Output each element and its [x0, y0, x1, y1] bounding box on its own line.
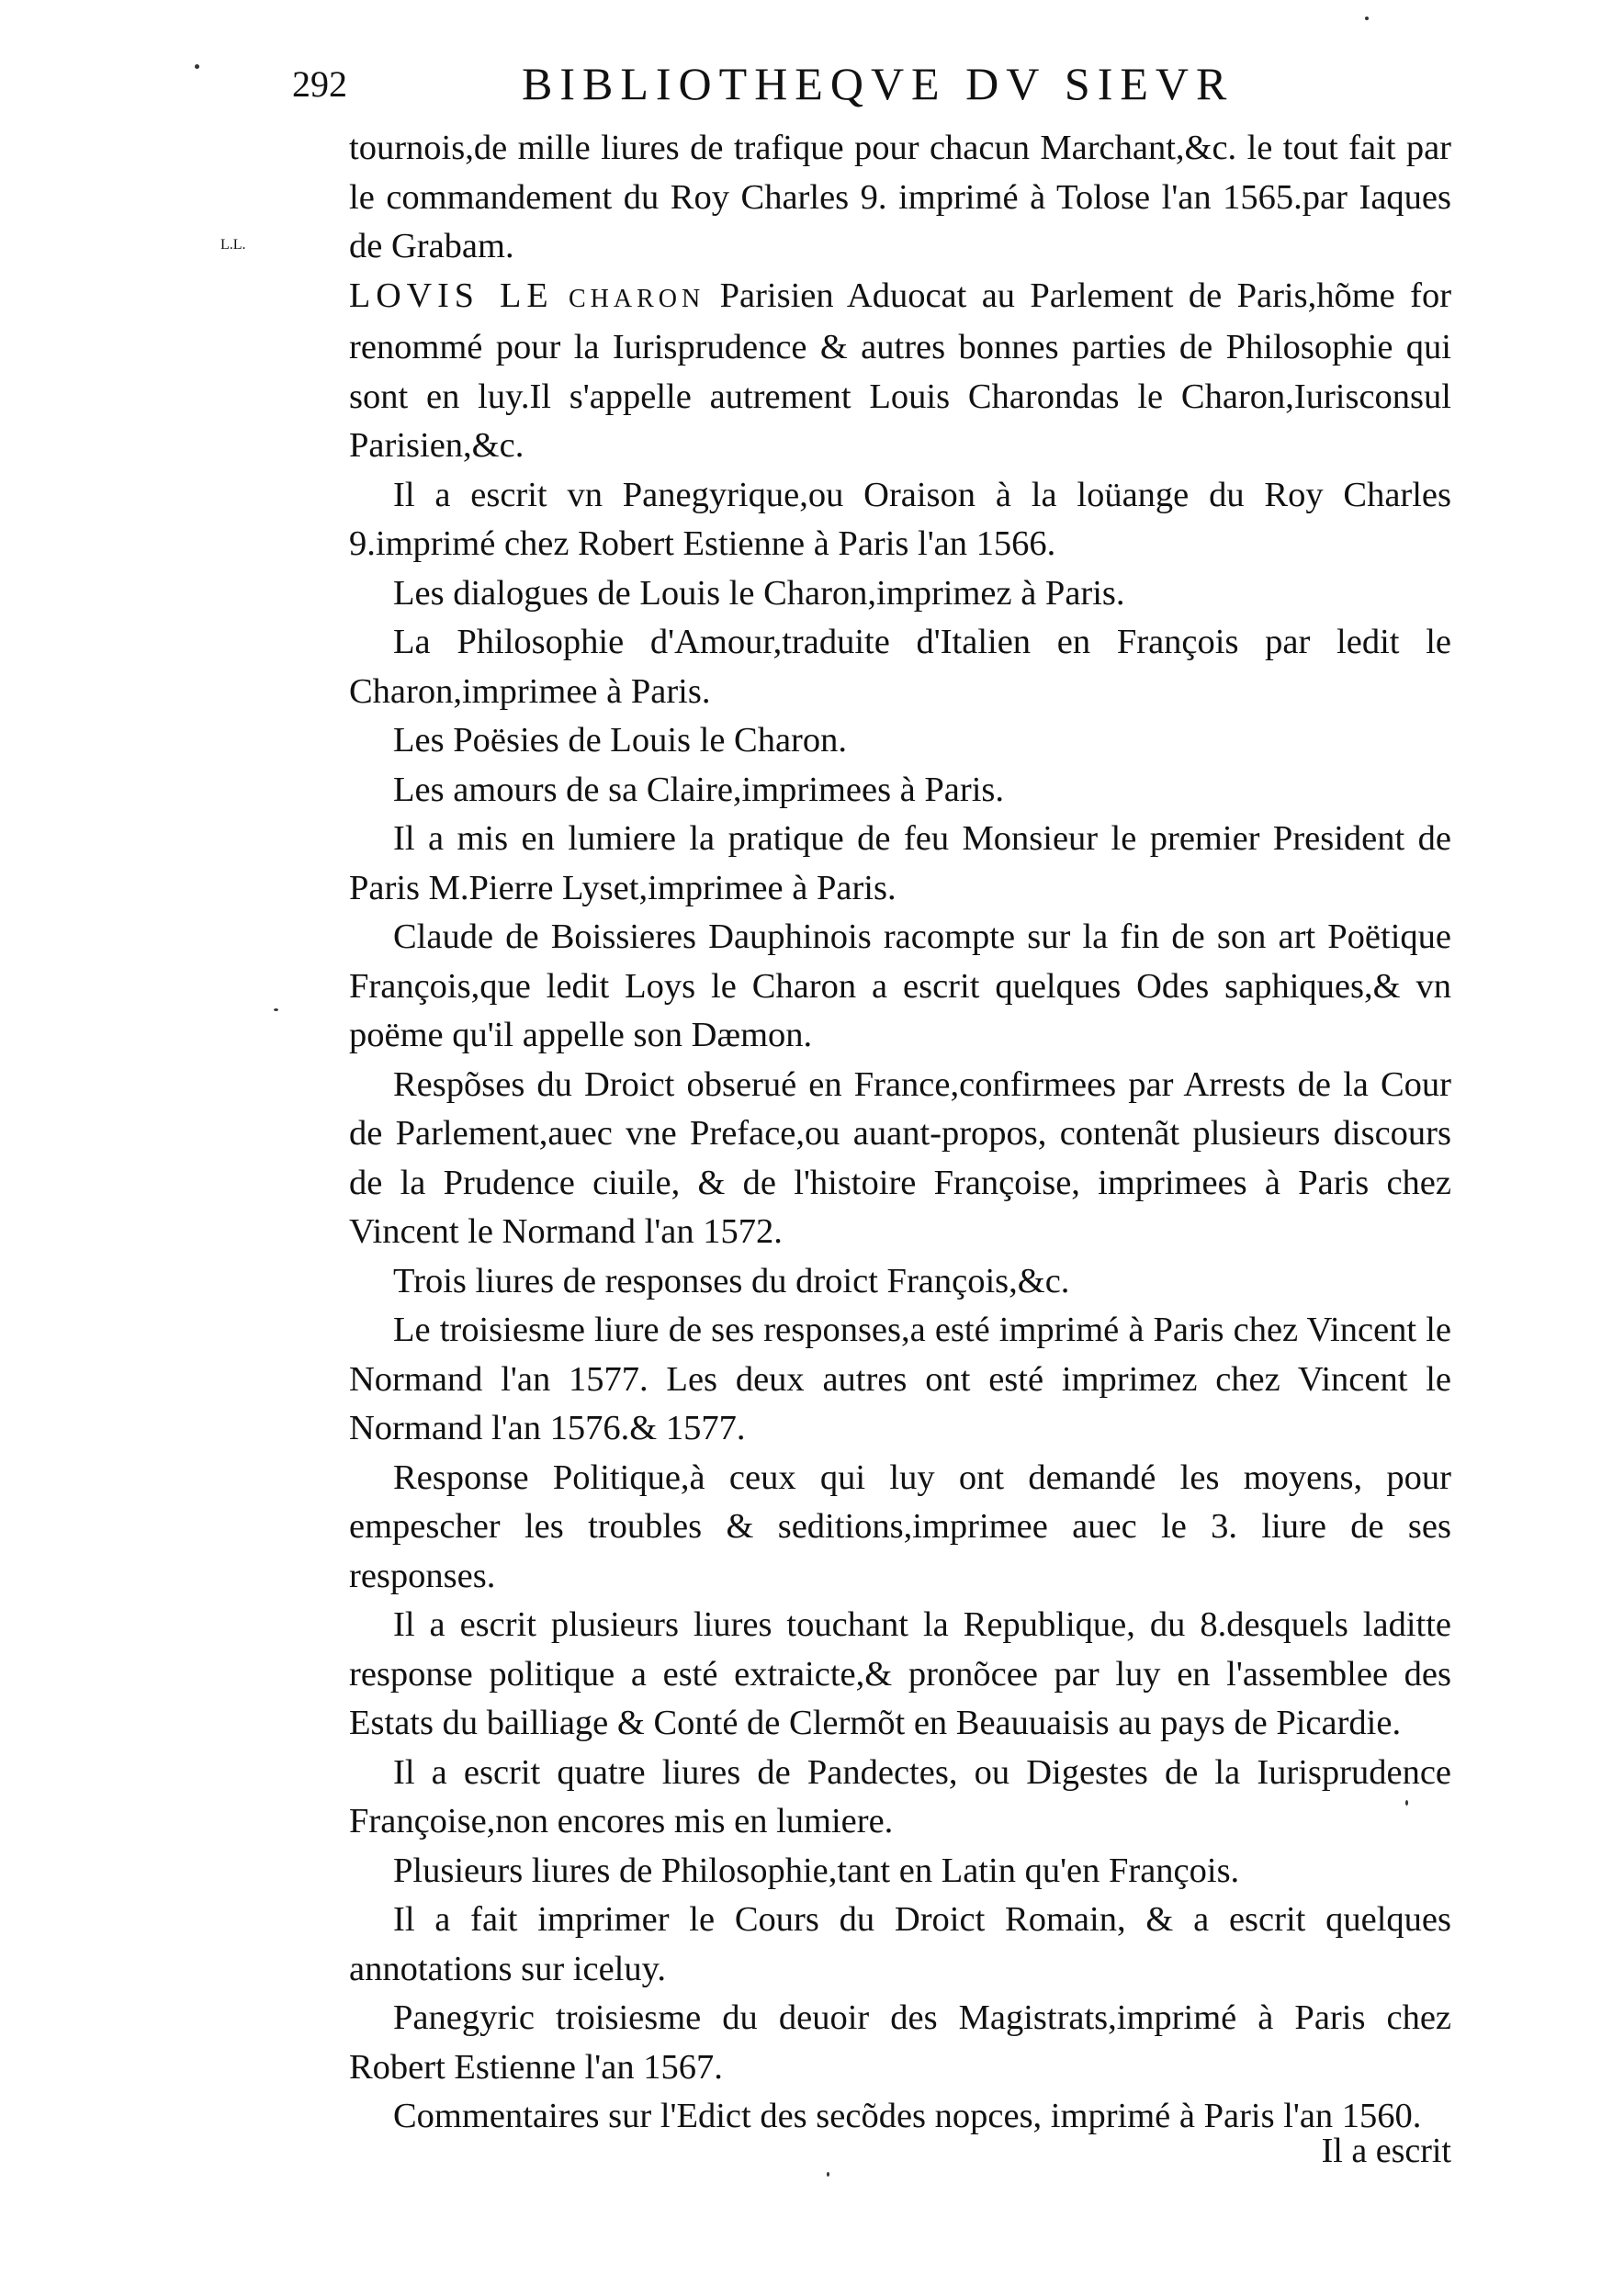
- ink-speck: [1405, 1800, 1408, 1806]
- paragraph: Panegyric troisiesme du deuoir des Magistrats,imprimé à Paris chez Robert Estienne l'an 1567.: [349, 1998, 1451, 2087]
- catchword: Il a escrit: [1321, 2132, 1451, 2170]
- paragraph: Commentaires sur l'Edict des secõdes nopces, imprimé à Paris l'an 1560.: [393, 2097, 1422, 2135]
- ink-speck: [195, 64, 199, 69]
- entry-heading-paragraph: [349, 272, 1451, 471]
- paragraph: Trois liures de responses du droict François,&c.: [393, 1261, 1070, 1300]
- author-name: LOVIS LE: [349, 276, 554, 315]
- ink-speck: [1365, 17, 1369, 20]
- paragraph: Respõses du Droict obserué en France,confirmees par Arrests de la Cour de Parlement,auec vne Preface,ou auant-propos, contenãt plusieurs discours de la Prudence ciuile, & de l'histoire Françoise, imprimees à Paris chez Vincent le Normand l'an 1572.: [349, 1064, 1451, 1251]
- paragraph: Les amours de sa Claire,imprimees à Paris.: [393, 770, 1005, 809]
- paragraph: Il a fait imprimer le Cours du Droict Romain, & a escrit quelques annotations sur iceluy.: [349, 1900, 1451, 1988]
- author-surname: CHARON: [568, 284, 705, 313]
- paragraph: Il a escrit vn Panegyrique,ou Oraison à la loüange du Roy Charles 9.imprimé chez Robert Estienne à Paris l'an 1566.: [349, 475, 1451, 563]
- page-number: 292: [292, 63, 347, 105]
- ink-speck: [827, 2172, 829, 2177]
- paragraph: Il a escrit quatre liures de Pandectes, ou Digestes de la Iurisprudence Françoise,non encores mis en lumiere.: [349, 1752, 1451, 1840]
- paragraph: La Philosophie d'Amour,traduite d'Italien en François par ledit le Charon,imprimee à Paris.: [349, 623, 1451, 711]
- paragraph: Claude de Boissieres Dauphinois racompte sur la fin de son art Poëtique François,que ledit Loys le Charon a escrit quelques Odes saphiques,& vn poëme qu'il appelle son Dæmon.: [349, 917, 1451, 1054]
- marginal-note: L.L.: [220, 237, 246, 253]
- paragraph: tournois,de mille liures de trafique pour chacun Marchant,&c. le tout fait par le commandement du Roy Charles 9. imprimé à Tolose l'an 1565.par Iaques de Grabam.: [349, 129, 1451, 265]
- paragraph: Les dialogues de Louis le Charon,imprimez à Paris.: [393, 573, 1125, 613]
- running-title: BIBLIOTHEQVE DV SIEVR: [522, 58, 1235, 109]
- paragraph: Response Politique,à ceux qui luy ont demandé les moyens, pour empescher les troubles & seditions,imprimee auec le 3. liure de ses responses.: [349, 1458, 1451, 1595]
- paragraph: Le troisiesme liure de ses responses,a esté imprimé à Paris chez Vincent le Normand l'an 1577. Les deux autres ont esté imprimez chez Vincent le Normand l'an 1576.& 1577.: [349, 1311, 1451, 1447]
- entry-text: Parisien Aduocat au Parlement de Paris,hõme for renommé pour la Iurisprudence & autres bonnes parties de Philosophie qui sont en luy.Il s'appelle autrement Louis Charondas le Charon,Iurisconsul Parisien,&c.: [349, 276, 1452, 465]
- paragraph: Il a escrit plusieurs liures touchant la Republique, du 8.desquels laditte response politique a esté extraicte,& pronõcee par luy en l'assemblee des Estats du bailliage & Conté de Clermõt en Beauuaisis au pays de Picardie.: [349, 1605, 1451, 1742]
- paragraph: Plusieurs liures de Philosophie,tant en Latin qu'en François.: [393, 1851, 1240, 1890]
- paragraph: Les Poësies de Louis le Charon.: [393, 721, 847, 760]
- body-text: [349, 124, 1451, 2142]
- paragraph: Il a mis en lumiere la pratique de feu Monsieur le premier President de Paris M.Pierre Lyset,imprimee à Paris.: [349, 819, 1451, 907]
- ink-speck: [274, 1008, 278, 1011]
- running-head: [292, 57, 1284, 121]
